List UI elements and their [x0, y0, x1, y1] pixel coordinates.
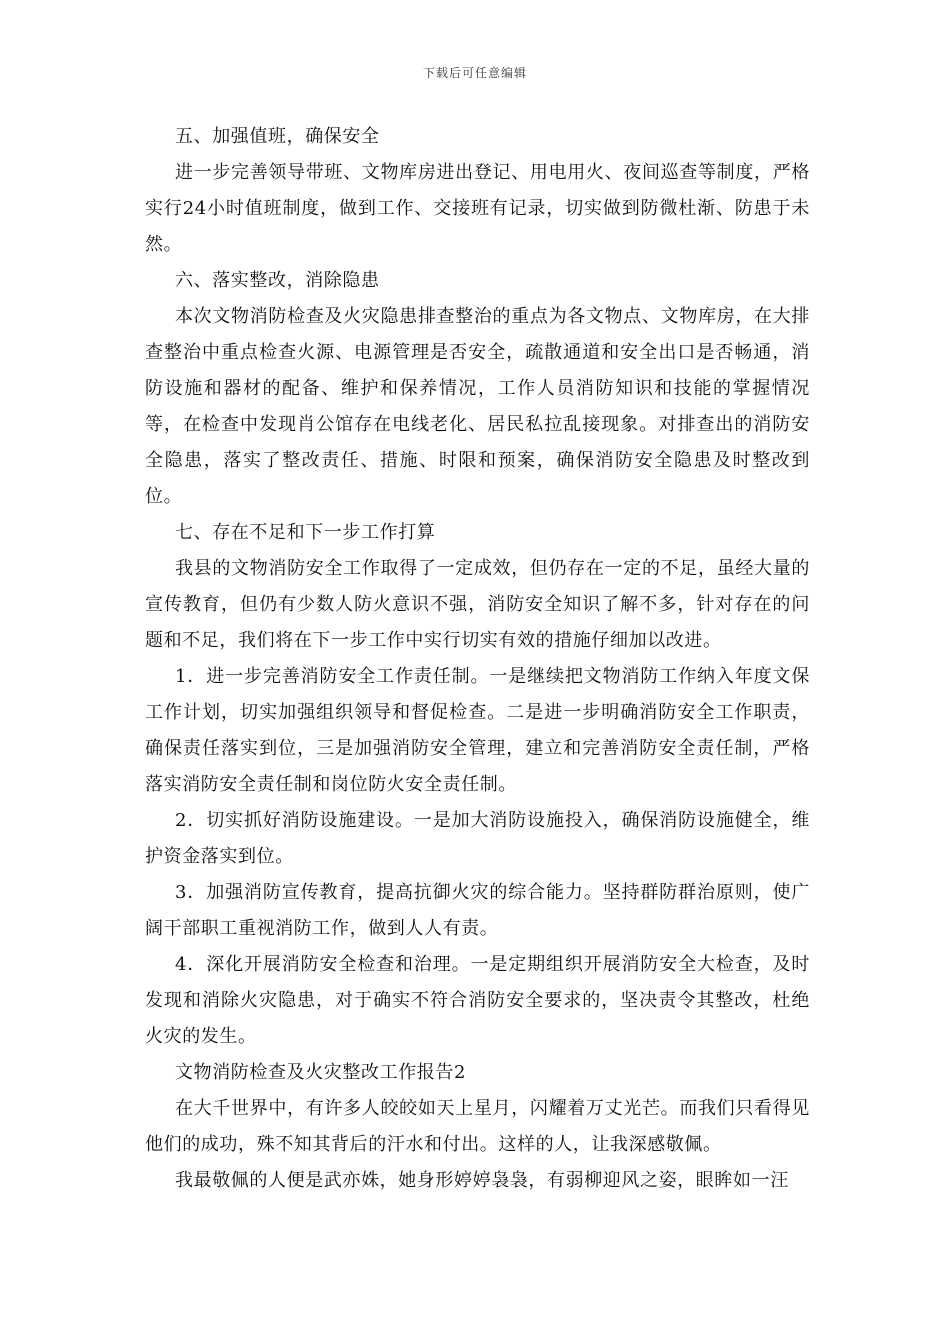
section-heading-7: 七、存在不足和下一步工作打算 [175, 522, 436, 543]
paragraph-duty: 进一步完善领导带班、文物库房进出登记、用电用火、夜间巡查等制度，严格实行24小时值班制度，做到工作、交接班有记录，切实做到防微杜渐、防患于未然。 [145, 162, 810, 255]
document-body [145, 119, 810, 1199]
list-item-4: 4．深化开展消防安全检查和治理。一是定期组织开展消防安全大检查，及时发现和消除火灾隐患，对于确实不符合消防安全要求的，坚决责令其整改，杜绝火灾的发生。 [145, 954, 810, 1047]
page-header: 下载后可任意编辑 [422, 66, 527, 80]
report-2-title: 文物消防检查及火灾整改工作报告2 [175, 1062, 467, 1083]
paragraph-shortcomings: 我县的文物消防安全工作取得了一定成效，但仍存在一定的不足，虽经大量的宣传教育，但仍有少数人防火意识不强，消防安全知识了解不多，针对存在的问题和不足，我们将在下一步工作中实行切实有效的措施仔细加以改进。 [145, 558, 810, 651]
list-item-1: 1．进一步完善消防安全工作责任制。一是继续把文物消防工作纳入年度文保工作计划，切实加强组织领导和督促检查。二是进一步明确消防安全工作职责，确保责任落实到位，三是加强消防安全管理，建立和完善消防安全责任制，严格落实消防安全责任制和岗位防火安全责任制。 [145, 666, 810, 795]
section-heading-5: 五、加强值班，确保安全 [175, 126, 380, 147]
list-item-2: 2．切实抓好消防设施建设。一是加大消防设施投入，确保消防设施健全，维护资金落实到位。 [145, 810, 810, 867]
paragraph-essay-intro: 在大千世界中，有许多人皎皎如天上星月，闪耀着万丈光芒。而我们只看得见他们的成功，殊不知其背后的汗水和付出。这样的人，让我深感敬佩。 [145, 1098, 810, 1155]
paragraph-rectification: 本次文物消防检查及火灾隐患排查整治的重点为各文物点、文物库房，在大排查整治中重点检查火源、电源管理是否安全，疏散通道和安全出口是否畅通，消防设施和器材的配备、维护和保养情况，工作人员消防知识和技能的掌握情况等，在检查中发现肖公馆存在电线老化、居民私拉乱接现象。对排查出的消防安全隐患，落实了整改责任、措施、时限和预案，确保消防安全隐患及时整改到位。 [145, 306, 810, 507]
list-item-3: 3．加强消防宣传教育，提高抗御火灾的综合能力。坚持群防群治原则，使广阔干部职工重视消防工作，做到人人有责。 [145, 882, 810, 939]
section-heading-6: 六、落实整改，消除隐患 [175, 270, 380, 291]
paragraph-essay-admired: 我最敬佩的人便是武亦姝，她身形婷婷袅袅，有弱柳迎风之姿，眼眸如一汪 [175, 1170, 789, 1191]
